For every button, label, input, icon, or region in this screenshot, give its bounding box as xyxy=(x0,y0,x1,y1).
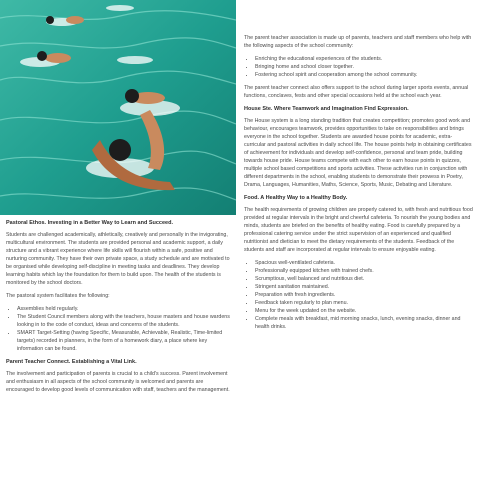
list-item: • Enriching the educational experiences of the students. xyxy=(255,55,473,63)
list-item: • SMART Target-Setting (having Specific, Measurable, Achievable, Realistic, Time-limited targets) recorded in planners, in the form of a homework diary, a place where key information can be found. xyxy=(17,329,230,353)
left-column xyxy=(6,219,230,399)
section-heading-food: Food. A Healthy Way to a Healthy Body. xyxy=(244,195,348,201)
list-item: • Spacious well-ventilated cafeteria. xyxy=(255,259,473,267)
list-item: • Feedback taken regularly to plan menu. xyxy=(255,299,473,307)
list-item: • Preparation with fresh ingredients. xyxy=(255,291,473,299)
section-heading-parent-teacher: Parent Teacher Connect. Establishing a Vital Link. xyxy=(6,359,137,365)
list-item: • The Student Council members along with the teachers, house masters and house wardens looking in to the code of conduct, ideas and concerns of the students. xyxy=(17,313,230,329)
list-item: • Stringent sanitation maintained. xyxy=(255,283,473,291)
parent-teacher-paragraph: The involvement and participation of parents is crucial to a child's success. Parent involvement and enthusiasm in all aspects of the school community is welcomed and parents are encouraged to develop good levels of communication with staff, teachers and the management. xyxy=(6,371,230,393)
house-paragraph: The House system is a long standing tradition that creates competition; promotes good work and behaviour, encourages teamwork, provides opportunities to take on responsibilities and brings everyone in the school together. Students are awarded house points for academic, extra-curricular and pastoral activities in daily school life. The house points help in obtaining certificates of achievement for individuals and develop self-confidence, personal and team pride, building towards house pride. House teams compete with each other to earn house points in quizzes, multiple school based competitions and sports activities. These activities run in conjunction with different departments in the school, enabling students to demonstrate their prowess in Poetry, Drama, Languages, Humanities, Maths, Science, Sports, Music, Debating and Literature. xyxy=(244,118,472,188)
list-item: • Menu for the week updated on the website. xyxy=(255,307,473,315)
pta-paragraph: The parent teacher association is made up of parents, teachers and staff members who help with the following aspects of the school community: xyxy=(244,35,472,49)
pta-support-paragraph: The parent teacher connect also offers support to the school during larger sports events, annual functions, conclaves, fests and other special occasions held at the school each year. xyxy=(244,85,469,99)
section-heading-house: House Ste. Where Teamwork and Imagination Find Expression. xyxy=(244,106,409,112)
list-item: • Fostering school spirit and cooperation among the school community. xyxy=(255,71,473,79)
food-list xyxy=(244,259,473,331)
food-paragraph: The health requirements of growing children are properly catered to, with fresh and nutritious food provided at regular intervals in the bright and cheerful cafeteria. To nourish the young bodies and minds, students are briefed on the benefits of healthy eating. Food is carefully prepared by a professional catering service under the strict supervision of an experienced and qualified nutritionist and dietician to meet the dietary requirements of the students. Feedback of the students and staff are incorporated at regular intervals to ensure enjoyable eating. xyxy=(244,207,473,253)
list-item: • Complete meals with breakfast, mid morning snacks, lunch, evening snacks, dinner and health drinks. xyxy=(255,315,473,331)
swimmers-photo xyxy=(0,0,236,215)
section-heading-pastoral: Pastoral Ethos. Investing in a Better Way to Learn and Succeed. xyxy=(6,220,173,226)
swimming-pool-image xyxy=(0,0,236,215)
list-item: • Assemblies held regularly. xyxy=(17,305,230,313)
list-item: • Bringing home and school closer together. xyxy=(255,63,473,71)
pta-list xyxy=(244,55,473,79)
pastoral-paragraph: Students are challenged academically, athletically, creatively and personally in the invigorating, multicultural environment. The students are provided personal and academic support, a daily structure and a vibrant experience where life skills will flourish within a safe, positive and nurturing community. They have their own private space, a study schedule and are motivated to be organised while developing self-discipline in meeting tasks and deadlines. They develop learning habits which lay the foundation for them to build upon. The health of the students is monitored by the school doctors. xyxy=(6,232,230,286)
pastoral-list xyxy=(6,305,230,353)
pastoral-intro: The pastoral system facilitates the following: xyxy=(6,293,110,299)
list-item: • Professionally equipped kitchen with trained chefs. xyxy=(255,267,473,275)
list-item: • Scrumptious, well balanced and nutritious diet. xyxy=(255,275,473,283)
right-column xyxy=(244,34,473,336)
